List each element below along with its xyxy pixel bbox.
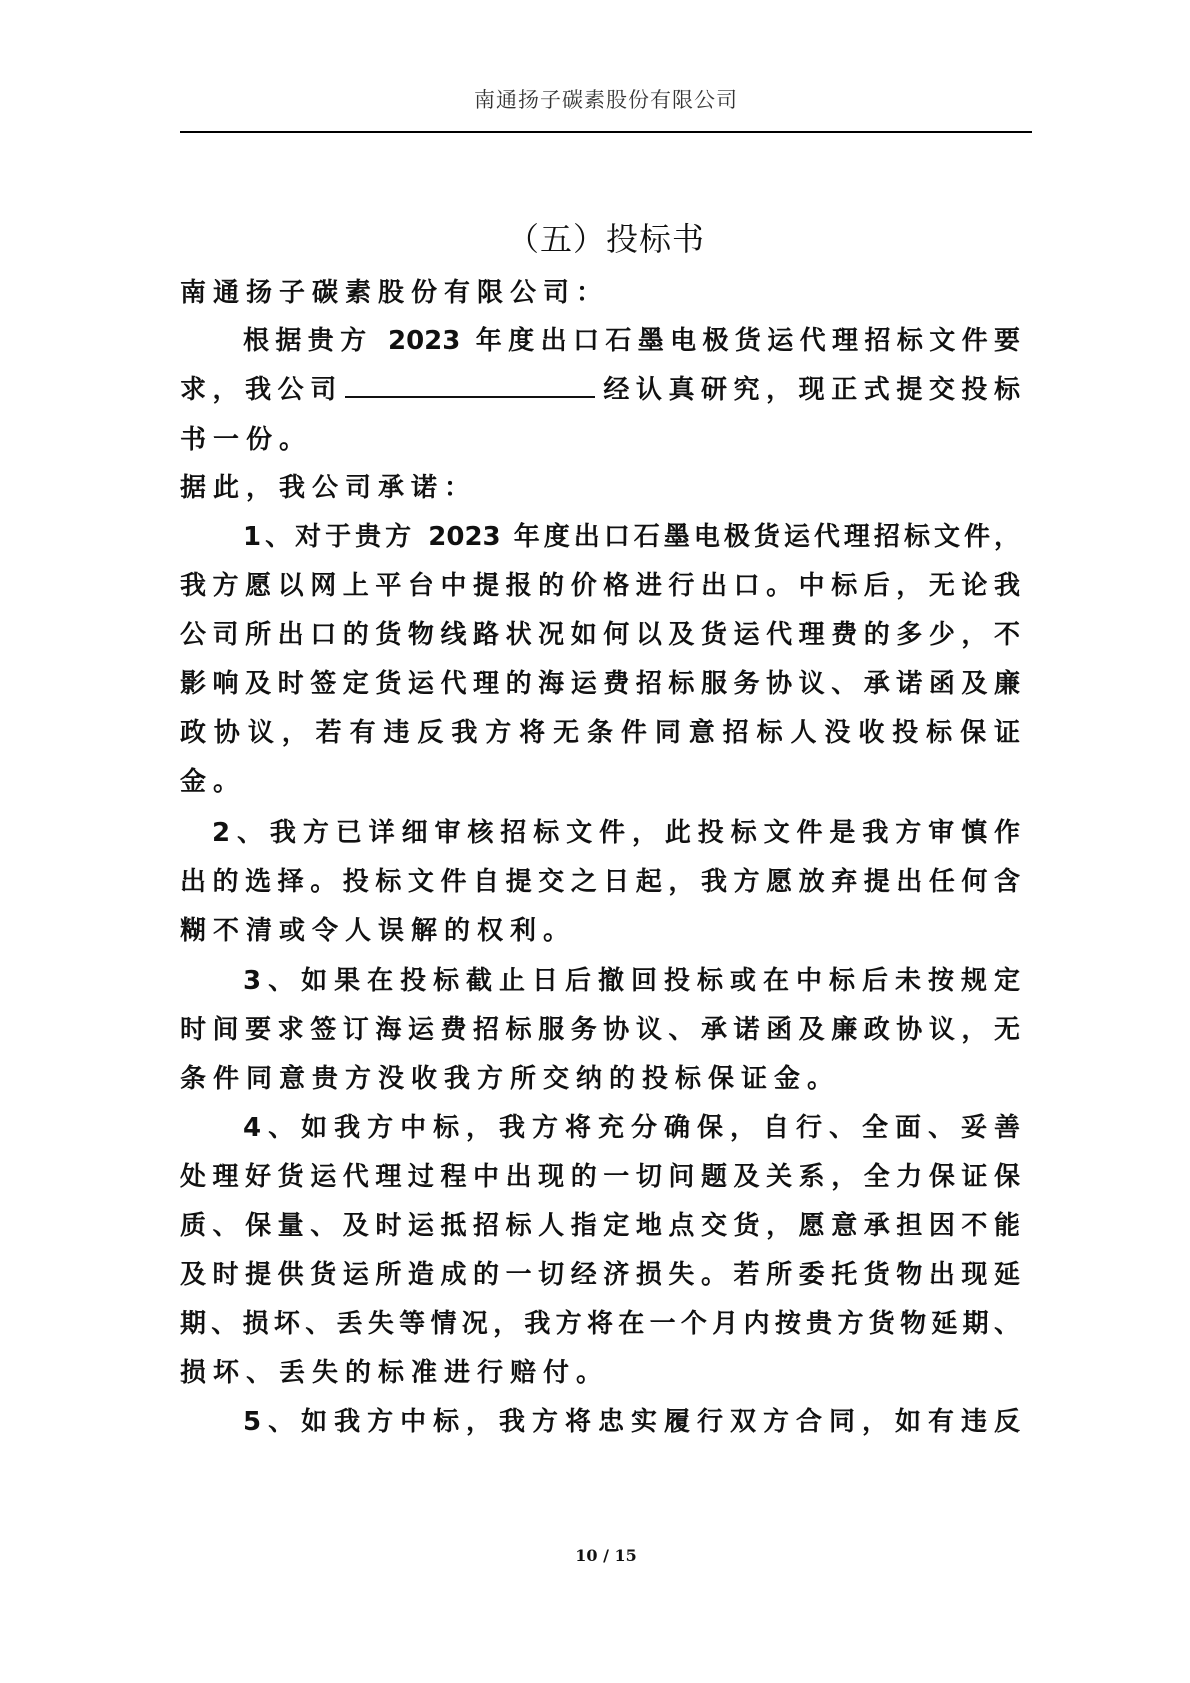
- item3-line-3: 条件同意贵方没收我方所交纳的投标保证金。: [180, 1064, 841, 1094]
- item1-line-1: 1、对于贵方 2023 年度出口石墨电极货运代理招标文件，: [243, 522, 1020, 552]
- item3-line-2: 时间要求签订海运费招标服务协议、承诺函及廉政协议，无: [180, 1015, 1020, 1045]
- page-header: 南通扬子碳素股份有限公司: [474, 88, 738, 112]
- item4-line-5: 期、损坏、丢失等情况，我方将在一个月内按贵方货物延期、: [180, 1309, 1020, 1339]
- item1-line-5: 政协议，若有违反我方将无条件同意招标人没收投标保证: [180, 718, 1020, 748]
- item2-line-3: 糊不清或令人误解的权利。: [180, 916, 577, 946]
- item4-line-6: 损坏、丢失的标准进行赔付。: [180, 1358, 610, 1388]
- promise-heading: 据此，我公司承诺：: [180, 473, 478, 503]
- item1-line-4: 影响及时签定货运代理的海运费招标服务协议、承诺函及廉: [180, 669, 1020, 699]
- addressee: 南通扬子碳素股份有限公司：: [180, 278, 610, 308]
- item5-line-1: 5、如我方中标，我方将忠实履行双方合同，如有违反: [243, 1407, 1020, 1437]
- header-divider: [180, 131, 1032, 133]
- item1-line-6: 金。: [180, 767, 247, 797]
- intro-line-2: [180, 369, 1020, 406]
- item4-line-3: 质、保量、及时运抵招标人指定地点交货，愿意承担因不能: [180, 1211, 1020, 1241]
- item1-line-3: 公司所出口的货物线路状况如何以及货运代理费的多少，不: [180, 620, 1020, 650]
- company-name-blank: [345, 374, 595, 398]
- page-number: 10 / 15: [575, 1546, 637, 1565]
- intro-line-2-after: 经认真研究，现正式提交投标: [596, 375, 1020, 405]
- item2-line-2: 出的选择。投标文件自提交之日起，我方愿放弃提出任何含: [180, 867, 1020, 897]
- item2-line-1: 2、我方已详细审核招标文件，此投标文件是我方审慎作: [212, 818, 1020, 848]
- item4-line-2: 处理好货运代理过程中出现的一切问题及关系，全力保证保: [180, 1162, 1020, 1192]
- item4-line-4: 及时提供货运所造成的一切经济损失。若所委托货物出现延: [180, 1260, 1020, 1290]
- intro-line-2-before: 求，我公司: [180, 375, 343, 405]
- intro-line-3: 书一份。: [180, 425, 313, 455]
- document-title: （五）投标书: [506, 220, 705, 258]
- item4-line-1: 4、如我方中标，我方将充分确保，自行、全面、妥善: [243, 1113, 1020, 1143]
- item3-line-1: 3、如果在投标截止日后撤回投标或在中标后未按规定: [243, 966, 1020, 996]
- intro-line-1: 根据贵方 2023 年度出口石墨电极货运代理招标文件要: [243, 326, 1020, 356]
- item1-line-2: 我方愿以网上平台中提报的价格进行出口。中标后，无论我: [180, 571, 1020, 601]
